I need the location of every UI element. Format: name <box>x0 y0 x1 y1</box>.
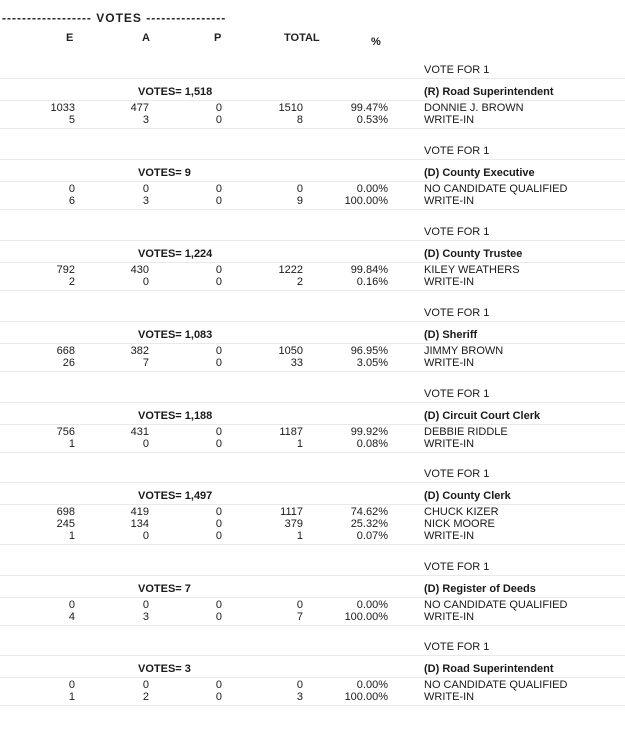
p-votes: 0 <box>215 611 222 623</box>
candidate-name: DONNIE J. BROWN <box>424 102 524 114</box>
a-votes: 3 <box>142 114 149 126</box>
e-votes: 1 <box>68 530 75 542</box>
separator <box>0 504 625 505</box>
separator <box>0 597 625 598</box>
candidate-row <box>0 114 625 126</box>
separator <box>0 262 625 263</box>
candidate-name: WRITE-IN <box>424 276 475 288</box>
p-votes: 0 <box>215 599 222 611</box>
a-votes: 0 <box>142 530 149 542</box>
separator <box>0 452 625 453</box>
a-votes: 0 <box>142 438 149 450</box>
p-votes: 0 <box>215 506 222 518</box>
a-votes: 2 <box>142 691 149 703</box>
race-block <box>0 635 625 715</box>
race-title: (D) County Executive <box>424 167 535 179</box>
a-votes: 3 <box>142 195 149 207</box>
a-votes: 7 <box>142 357 149 369</box>
separator <box>0 575 625 576</box>
vote-for-label: VOTE FOR 1 <box>424 226 490 238</box>
e-votes: 4 <box>68 611 75 623</box>
race-title: (D) Register of Deeds <box>424 583 536 595</box>
column-header-a: A <box>142 32 150 44</box>
race-block <box>0 382 625 462</box>
percent-cell: 3.05% <box>356 357 388 369</box>
separator <box>0 181 625 182</box>
total-votes: VOTES= 1,083 <box>138 329 213 341</box>
e-votes: 2 <box>68 276 75 288</box>
candidate-name: CHUCK KIZER <box>424 506 499 518</box>
separator <box>0 655 625 656</box>
vote-for-label: VOTE FOR 1 <box>424 64 490 76</box>
column-header-total: TOTAL <box>284 32 320 44</box>
a-votes: 0 <box>142 599 149 611</box>
e-votes: 1 <box>68 438 75 450</box>
percent-cell: 0.00% <box>356 599 388 611</box>
total-votes: VOTES= 1,497 <box>138 490 213 502</box>
candidate-row <box>0 611 625 623</box>
separator <box>0 78 625 79</box>
percent-cell: 0.00% <box>356 183 388 195</box>
total-votes-cell: 9 <box>296 195 303 207</box>
candidate-row <box>0 345 625 357</box>
separator <box>0 544 625 545</box>
candidate-row <box>0 438 625 450</box>
a-votes: 382 <box>130 345 149 357</box>
separator <box>0 402 625 403</box>
e-votes: 756 <box>56 426 75 438</box>
e-votes: 698 <box>56 506 75 518</box>
total-votes-cell: 3 <box>296 691 303 703</box>
votes-header-line: ------------------ VOTES ---------------- <box>2 11 227 25</box>
total-votes: VOTES= 3 <box>138 663 191 675</box>
race-title: (D) County Clerk <box>424 490 511 502</box>
candidate-row <box>0 264 625 276</box>
separator <box>0 705 625 706</box>
percent-cell: 0.16% <box>356 276 388 288</box>
separator <box>0 321 625 322</box>
candidate-row <box>0 679 625 691</box>
a-votes: 0 <box>142 276 149 288</box>
e-votes: 6 <box>68 195 75 207</box>
candidate-row <box>0 426 625 438</box>
a-votes: 0 <box>142 679 149 691</box>
candidate-row <box>0 102 625 114</box>
percent-cell: 100.00% <box>344 611 388 623</box>
candidate-name: WRITE-IN <box>424 357 475 369</box>
percent-cell: 100.00% <box>344 195 388 207</box>
total-votes-cell: 33 <box>290 357 303 369</box>
e-votes: 1033 <box>50 102 75 114</box>
candidate-name: WRITE-IN <box>424 611 475 623</box>
p-votes: 0 <box>215 357 222 369</box>
total-votes: VOTES= 9 <box>138 167 191 179</box>
separator <box>0 424 625 425</box>
p-votes: 0 <box>215 438 222 450</box>
p-votes: 0 <box>215 114 222 126</box>
a-votes: 0 <box>142 183 149 195</box>
e-votes: 5 <box>68 114 75 126</box>
separator <box>0 343 625 344</box>
total-votes-cell: 1 <box>296 438 303 450</box>
vote-for-label: VOTE FOR 1 <box>424 307 490 319</box>
percent-cell: 0.53% <box>356 114 388 126</box>
p-votes: 0 <box>215 183 222 195</box>
candidate-name: JIMMY BROWN <box>424 345 504 357</box>
e-votes: 0 <box>68 679 75 691</box>
percent-cell: 0.07% <box>356 530 388 542</box>
total-votes-cell: 7 <box>296 611 303 623</box>
vote-for-label: VOTE FOR 1 <box>424 641 490 653</box>
race-title: (D) County Trustee <box>424 248 523 260</box>
e-votes: 792 <box>56 264 75 276</box>
total-votes: VOTES= 1,518 <box>138 86 213 98</box>
p-votes: 0 <box>215 518 222 530</box>
separator <box>0 371 625 372</box>
race-title: (D) Circuit Court Clerk <box>424 410 541 422</box>
percent-cell: 99.84% <box>350 264 388 276</box>
total-votes: VOTES= 1,188 <box>138 410 213 422</box>
candidate-row <box>0 691 625 703</box>
separator <box>0 625 625 626</box>
percent-cell: 25.32% <box>350 518 388 530</box>
candidate-row <box>0 183 625 195</box>
race-block <box>0 220 625 300</box>
race-block <box>0 58 625 138</box>
total-votes-cell: 1050 <box>278 345 303 357</box>
total-votes-cell: 1187 <box>279 426 303 438</box>
separator <box>0 240 625 241</box>
total-votes-cell: 8 <box>296 114 303 126</box>
e-votes: 0 <box>68 599 75 611</box>
separator <box>0 100 625 101</box>
candidate-name: WRITE-IN <box>424 195 475 207</box>
e-votes: 668 <box>56 345 75 357</box>
candidate-row <box>0 276 625 288</box>
race-title: (D) Road Superintendent <box>424 663 554 675</box>
e-votes: 245 <box>56 518 75 530</box>
candidate-name: NICK MOORE <box>424 518 495 530</box>
separator <box>0 482 625 483</box>
percent-cell: 96.95% <box>350 345 388 357</box>
percent-cell: 99.47% <box>350 102 388 114</box>
p-votes: 0 <box>215 276 222 288</box>
a-votes: 134 <box>130 518 149 530</box>
candidate-name: DEBBIE RIDDLE <box>424 426 508 438</box>
p-votes: 0 <box>215 195 222 207</box>
candidate-name: NO CANDIDATE QUALIFIED <box>424 183 568 195</box>
separator <box>0 209 625 210</box>
p-votes: 0 <box>215 679 222 691</box>
candidate-name: NO CANDIDATE QUALIFIED <box>424 679 568 691</box>
p-votes: 0 <box>215 345 222 357</box>
total-votes-cell: 1510 <box>278 102 303 114</box>
total-votes-cell: 0 <box>296 599 303 611</box>
total-votes-cell: 0 <box>296 183 303 195</box>
a-votes: 431 <box>130 426 149 438</box>
candidate-row <box>0 599 625 611</box>
candidate-name: WRITE-IN <box>424 114 475 126</box>
separator <box>0 677 625 678</box>
total-votes-cell: 1222 <box>278 264 303 276</box>
candidate-name: KILEY WEATHERS <box>424 264 520 276</box>
p-votes: 0 <box>215 530 222 542</box>
separator <box>0 128 625 129</box>
separator <box>0 290 625 291</box>
candidate-row <box>0 357 625 369</box>
a-votes: 419 <box>130 506 149 518</box>
p-votes: 0 <box>215 102 222 114</box>
race-block <box>0 301 625 381</box>
total-votes-cell: 1117 <box>280 506 303 518</box>
p-votes: 0 <box>215 264 222 276</box>
percent-cell: 100.00% <box>344 691 388 703</box>
total-votes-cell: 2 <box>296 276 303 288</box>
column-header-p: P <box>214 32 222 44</box>
total-votes: VOTES= 7 <box>138 583 191 595</box>
a-votes: 430 <box>130 264 149 276</box>
a-votes: 477 <box>130 102 149 114</box>
candidate-name: WRITE-IN <box>424 438 475 450</box>
percent-cell: 0.00% <box>356 679 388 691</box>
vote-for-label: VOTE FOR 1 <box>424 388 490 400</box>
vote-for-label: VOTE FOR 1 <box>424 561 490 573</box>
race-title: (D) Sheriff <box>424 329 478 341</box>
percent-cell: 0.08% <box>356 438 388 450</box>
race-title: (R) Road Superintendent <box>424 86 554 98</box>
total-votes: VOTES= 1,224 <box>138 248 213 260</box>
a-votes: 3 <box>142 611 149 623</box>
separator <box>0 159 625 160</box>
candidate-row <box>0 195 625 207</box>
candidate-row <box>0 518 625 530</box>
vote-for-label: VOTE FOR 1 <box>424 468 490 480</box>
e-votes: 1 <box>68 691 75 703</box>
race-block <box>0 139 625 219</box>
candidate-name: NO CANDIDATE QUALIFIED <box>424 599 568 611</box>
candidate-row <box>0 530 625 542</box>
percent-cell: 74.62% <box>350 506 388 518</box>
percent-cell: 99.92% <box>350 426 388 438</box>
total-votes-cell: 1 <box>296 530 303 542</box>
candidate-name: WRITE-IN <box>424 691 475 703</box>
e-votes: 0 <box>68 183 75 195</box>
candidate-row <box>0 506 625 518</box>
p-votes: 0 <box>215 426 222 438</box>
e-votes: 26 <box>62 357 75 369</box>
total-votes-cell: 0 <box>296 679 303 691</box>
column-header-pct: % <box>371 36 381 48</box>
candidate-name: WRITE-IN <box>424 530 475 542</box>
column-header-e: E <box>66 32 74 44</box>
p-votes: 0 <box>215 691 222 703</box>
vote-for-label: VOTE FOR 1 <box>424 145 490 157</box>
total-votes-cell: 379 <box>284 518 303 530</box>
race-block <box>0 555 625 635</box>
